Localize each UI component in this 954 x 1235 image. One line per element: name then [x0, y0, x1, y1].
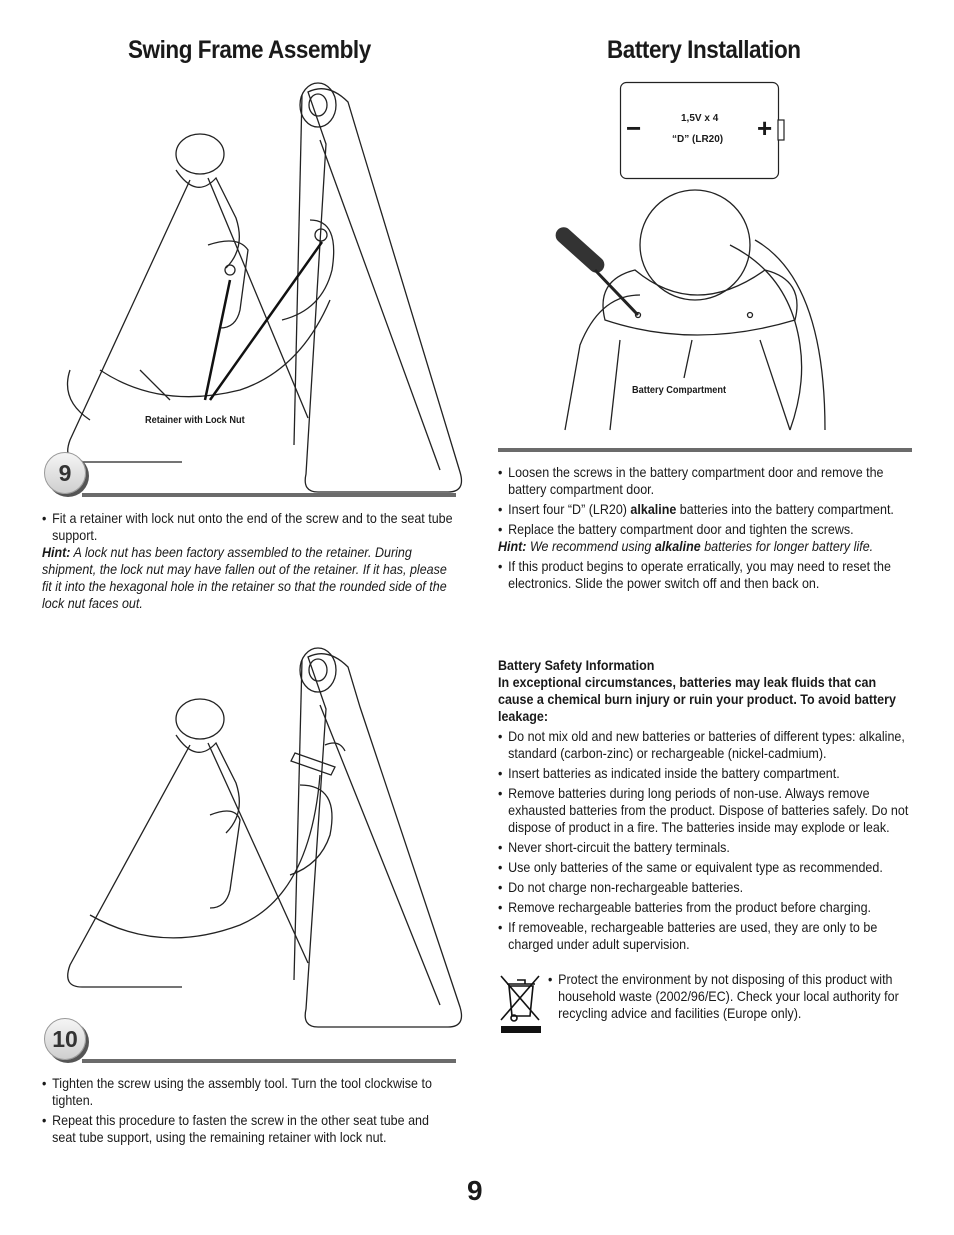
step-10-rule — [82, 1059, 456, 1063]
battery-label-box — [620, 82, 800, 182]
battery-safety-section — [498, 657, 912, 953]
battery-safety-title: Battery Safety Information — [498, 658, 655, 673]
safety-bullet-5: • Use only batteries of the same or equivalent type as recommended. — [498, 859, 912, 876]
weee-crossed-bin-icon — [499, 972, 543, 1034]
battery-compartment-caption: Battery Compartment — [632, 385, 727, 396]
battery-hint-bold: alkaline — [654, 539, 701, 554]
safety-bullet-4: • Never short-circuit the battery terminals. — [498, 839, 912, 856]
battery-bullet-2 — [498, 501, 912, 518]
step-10-number: 10 — [52, 1025, 78, 1052]
swing-frame-illustration-step9 — [40, 70, 460, 490]
step-9-hint — [42, 544, 456, 612]
battery-bullet-1: • Loosen the screws in the battery compartment door and remove the battery compartment door. — [498, 464, 912, 498]
battery-bullet-2-bold: alkaline — [630, 502, 677, 517]
swing-frame-heading: Swing Frame Assembly — [128, 36, 371, 64]
weee-text — [548, 971, 911, 1022]
step-9-bullet: • Fit a retainer with lock nut onto the end of the screw and to the seat tube support. — [42, 510, 456, 544]
battery-minus-sign: − — [626, 113, 642, 143]
step-10-bullet-1: • Tighten the screw using the assembly tool. Turn the tool clockwise to tighten. — [42, 1075, 456, 1109]
step-10-badge — [44, 1018, 86, 1060]
battery-safety-warning: In exceptional circumstances, batteries may leak fluids that can cause a chemical burn injury or ruin your product. To avoid battery leakage: — [498, 675, 896, 724]
battery-hint — [498, 538, 912, 555]
battery-hint-pre: We recommend using — [526, 539, 655, 554]
step-9-rule — [82, 493, 456, 497]
battery-bullet-2-pre: Insert four “D” (LR20) — [508, 502, 631, 517]
battery-compartment-illustration — [550, 190, 870, 440]
battery-type-label: “D” (LR20) — [672, 134, 724, 145]
battery-instructions — [498, 464, 912, 592]
battery-bullet-2-post: batteries into the battery compartment. — [676, 502, 894, 517]
weee-bullet: • Protect the environment by not disposing of this product with household waste (2002/96/EC). Check your local authority for recycling advice and facilities (Europe only). — [548, 971, 911, 1022]
safety-bullet-6: • Do not charge non-rechargeable batteries. — [498, 879, 912, 896]
battery-plus-sign: + — [757, 113, 773, 143]
step-10-text — [42, 1075, 456, 1146]
battery-hint-post: batteries for longer battery life. — [700, 539, 874, 554]
safety-bullet-7: • Remove rechargeable batteries from the product before charging. — [498, 899, 912, 916]
step-10-bullet-2: • Repeat this procedure to fasten the screw in the other seat tube and seat tube support, using the remaining retainer with lock nut. — [42, 1112, 456, 1146]
battery-voltage-label: 1,5V x 4 — [681, 113, 719, 124]
page-number: 9 — [467, 1175, 483, 1206]
step-9-text — [42, 510, 456, 612]
safety-bullet-3: • Remove batteries during long periods of non-use. Always remove exhausted batteries from the product. Dispose of batteries safely. Do not dispose of product in a fire. The batteries inside may explode or leak. — [498, 785, 912, 836]
battery-rule — [498, 448, 912, 452]
step-9-badge — [44, 452, 86, 494]
retainer-caption: Retainer with Lock Nut — [145, 415, 245, 426]
battery-installation-heading: Battery Installation — [607, 36, 801, 64]
swing-frame-illustration-step10 — [40, 645, 460, 1045]
battery-hint-label: Hint: — [498, 539, 527, 554]
battery-bullet-4: • If this product begins to operate erratically, you may need to reset the electronics. Slide the power switch off and then back on. — [498, 558, 912, 592]
step-9-number: 9 — [58, 459, 72, 486]
safety-bullet-2: • Insert batteries as indicated inside the battery compartment. — [498, 765, 912, 782]
safety-bullet-1: • Do not mix old and new batteries or batteries of different types: alkaline, standard (carbon-zinc) or rechargeable (nickel-cadmium). — [498, 728, 912, 762]
safety-bullet-8: • If removeable, rechargeable batteries are used, they are only to be charged under adult supervision. — [498, 919, 912, 953]
battery-bullet-3: • Replace the battery compartment door and tighten the screws. — [498, 521, 912, 538]
step-9-hint-text: A lock nut has been factory assembled to the retainer. During shipment, the lock nut may have fallen out of the retainer. If it has, please fit it into the hexagonal hole in the retainer so that the rounded side of the lock nut faces out. — [42, 545, 447, 611]
step-9-hint-label: Hint: — [42, 545, 71, 560]
